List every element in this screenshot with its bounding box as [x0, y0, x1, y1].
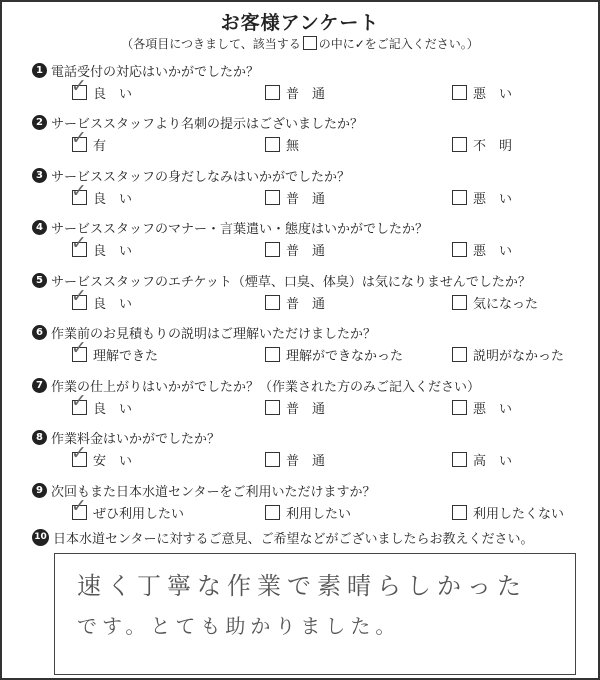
checkbox[interactable]	[265, 505, 280, 520]
option-label: 良 い	[93, 296, 133, 312]
option-label: 良 い	[93, 86, 133, 102]
answer-options	[32, 337, 592, 366]
checkbox[interactable]	[452, 295, 467, 310]
checkbox[interactable]	[265, 137, 280, 152]
answer-option[interactable]	[452, 293, 538, 311]
question-text: サービススタッフのエチケット（煙草、口臭、体臭）は気になりませんでしたか？	[51, 274, 531, 290]
option-label: 良 い	[93, 244, 133, 259]
answer-option[interactable]	[71, 232, 133, 259]
option-label: 有	[93, 139, 107, 154]
question-text: サービススタッフの身だしなみはいかがでしたか？	[51, 169, 351, 185]
question-5-header	[32, 270, 531, 290]
option-label: 悪 い	[473, 401, 513, 417]
option-label: 安 い	[93, 454, 133, 469]
answer-option[interactable]	[71, 284, 133, 312]
question-number-badge: 7	[32, 378, 47, 393]
checkbox[interactable]	[452, 400, 467, 415]
checkbox[interactable]	[452, 190, 467, 205]
checkbox[interactable]	[452, 452, 467, 467]
check-mark-icon: ✓	[354, 37, 365, 51]
option-label: 理解ができなかった	[286, 349, 404, 364]
option-label: 高 い	[473, 454, 513, 469]
option-label: 利用したい	[286, 506, 352, 522]
question-number-badge: 10	[32, 529, 49, 546]
option-label: 普 通	[286, 401, 326, 417]
check-mark-icon: ✓	[71, 389, 87, 412]
question-9	[32, 480, 592, 530]
question-3	[32, 165, 592, 215]
check-mark-icon: ✓	[71, 127, 87, 149]
answer-options	[32, 494, 592, 523]
checkbox[interactable]	[71, 74, 87, 100]
checkbox[interactable]	[452, 347, 467, 362]
checkbox[interactable]	[71, 232, 87, 257]
option-label: 良 い	[93, 191, 133, 207]
question-number-badge: 9	[32, 483, 47, 498]
check-mark-icon: ✓	[71, 179, 87, 202]
checkbox[interactable]	[265, 295, 280, 310]
answer-options	[32, 284, 592, 313]
checkbox[interactable]	[265, 347, 280, 362]
survey-instructions	[2, 35, 598, 52]
answer-option[interactable]	[71, 179, 133, 207]
option-label: 普 通	[286, 296, 326, 312]
question-number-badge: 2	[32, 115, 47, 130]
question-text: 次回もまた日本水道センターをご利用いただけますか？	[51, 484, 376, 500]
check-mark-icon: ✓	[71, 337, 87, 359]
question-number-badge: 6	[32, 325, 47, 340]
answer-options	[32, 74, 592, 103]
question-1	[32, 60, 592, 110]
question-10-header	[32, 527, 533, 547]
option-label: 普 通	[286, 454, 326, 469]
check-mark-icon: ✓	[71, 74, 87, 97]
checkbox[interactable]	[452, 137, 467, 152]
option-label: 良 い	[93, 401, 133, 417]
question-text: 作業の仕上がりはいかがでしたか？（作業された方のみご記入ください）	[51, 379, 481, 395]
question-number-badge: 8	[32, 430, 47, 445]
check-mark-icon: ✓	[71, 494, 87, 517]
answer-option[interactable]	[265, 241, 325, 259]
checkbox[interactable]	[265, 85, 280, 100]
answer-option[interactable]	[265, 503, 351, 521]
question-7	[32, 375, 592, 425]
instructions-text-2: の中に	[318, 37, 355, 51]
option-label: 普 通	[286, 244, 326, 259]
option-label: 利用したくない	[473, 506, 565, 522]
answer-option[interactable]	[452, 188, 512, 206]
answer-option[interactable]	[71, 494, 185, 522]
question-text: 作業料金はいかがでしたか？	[51, 432, 221, 447]
free-comment-box[interactable]	[54, 553, 576, 675]
answer-option[interactable]	[452, 136, 512, 154]
answer-option[interactable]	[265, 188, 325, 206]
question-1-header	[32, 60, 259, 80]
answer-option[interactable]	[452, 503, 564, 521]
checkbox[interactable]	[71, 442, 87, 467]
checkbox[interactable]	[71, 179, 87, 205]
question-number-badge: 5	[32, 273, 47, 288]
option-label: ぜひ利用したい	[93, 506, 185, 522]
option-label: 悪 い	[473, 244, 513, 259]
answer-options	[32, 232, 592, 261]
question-number-badge: 3	[32, 168, 47, 183]
option-label: 説明がなかった	[473, 349, 565, 364]
answer-options	[32, 127, 592, 156]
answer-options	[32, 179, 592, 208]
answer-option[interactable]	[265, 398, 325, 416]
question-text: サービススタッフより名刺の提示はございましたか？	[51, 117, 364, 132]
check-mark-icon: ✓	[71, 442, 87, 464]
question-10-text: 日本水道センターに対するご意見、ご希望などがございましたらお教えください。	[53, 531, 534, 547]
answer-option[interactable]	[452, 451, 512, 469]
checkbox[interactable]	[71, 389, 87, 415]
question-text: 電話受付の対応はいかがでしたか？	[51, 64, 260, 80]
check-mark-icon: ✓	[71, 284, 87, 307]
question-text: 作業前のお見積もりの説明はご理解いただけましたか？	[51, 327, 377, 342]
answer-option[interactable]	[452, 241, 512, 259]
checkbox[interactable]	[265, 452, 280, 467]
checkbox[interactable]	[452, 85, 467, 100]
question-8	[32, 428, 592, 478]
option-label: 悪 い	[473, 191, 513, 207]
answer-option[interactable]	[452, 83, 512, 101]
question-4-header	[32, 218, 428, 238]
instructions-text-1: （各項目につきまして、該当する	[121, 37, 301, 51]
checkbox[interactable]	[265, 400, 280, 415]
sample-checkbox-icon	[303, 36, 317, 50]
question-5	[32, 270, 592, 320]
question-number-badge: 1	[32, 63, 47, 78]
question-4	[32, 218, 592, 268]
check-mark-icon: ✓	[71, 232, 87, 254]
answer-options	[32, 442, 592, 471]
answer-options	[32, 389, 592, 418]
option-label: 不 明	[473, 139, 513, 154]
option-label: 無	[286, 139, 300, 154]
checkbox[interactable]	[265, 190, 280, 205]
answer-option[interactable]	[71, 74, 133, 102]
answer-option[interactable]	[71, 127, 107, 154]
question-2	[32, 113, 592, 163]
question-text: サービススタッフのマナー・言葉遣い・態度はいかがでしたか？	[51, 222, 429, 237]
question-6	[32, 323, 592, 373]
handwritten-answer-line-1: 速く丁寧な作業で素晴らしかった	[77, 572, 527, 600]
checkbox[interactable]	[452, 242, 467, 257]
question-7-header	[32, 375, 480, 395]
instructions-text-3: をご記入ください。）	[364, 37, 479, 51]
answer-option[interactable]	[71, 442, 133, 469]
checkbox[interactable]	[71, 494, 87, 520]
answer-option[interactable]	[452, 398, 512, 416]
answer-option[interactable]	[71, 337, 159, 364]
answer-option[interactable]	[265, 83, 325, 101]
handwritten-answer-line-2: です。とても助かりました。	[77, 614, 401, 638]
answer-option[interactable]	[265, 451, 325, 469]
checkbox[interactable]	[71, 337, 87, 362]
answer-option[interactable]	[452, 346, 564, 364]
checkbox[interactable]	[71, 127, 87, 152]
checkbox[interactable]	[452, 505, 467, 520]
option-label: 普 通	[286, 191, 326, 207]
option-label: 理解できた	[93, 349, 159, 364]
answer-option[interactable]	[265, 293, 325, 311]
option-label: 普 通	[286, 86, 326, 102]
answer-option[interactable]	[71, 389, 133, 417]
question-number-badge: 4	[32, 220, 47, 235]
checkbox[interactable]	[265, 242, 280, 257]
question-8-header	[32, 428, 220, 448]
answer-option[interactable]	[265, 346, 403, 364]
option-label: 気になった	[473, 296, 539, 312]
survey-title: お客様アンケート	[220, 12, 380, 34]
answer-option[interactable]	[265, 136, 299, 154]
checkbox[interactable]	[71, 284, 87, 310]
option-label: 悪 い	[473, 86, 513, 102]
